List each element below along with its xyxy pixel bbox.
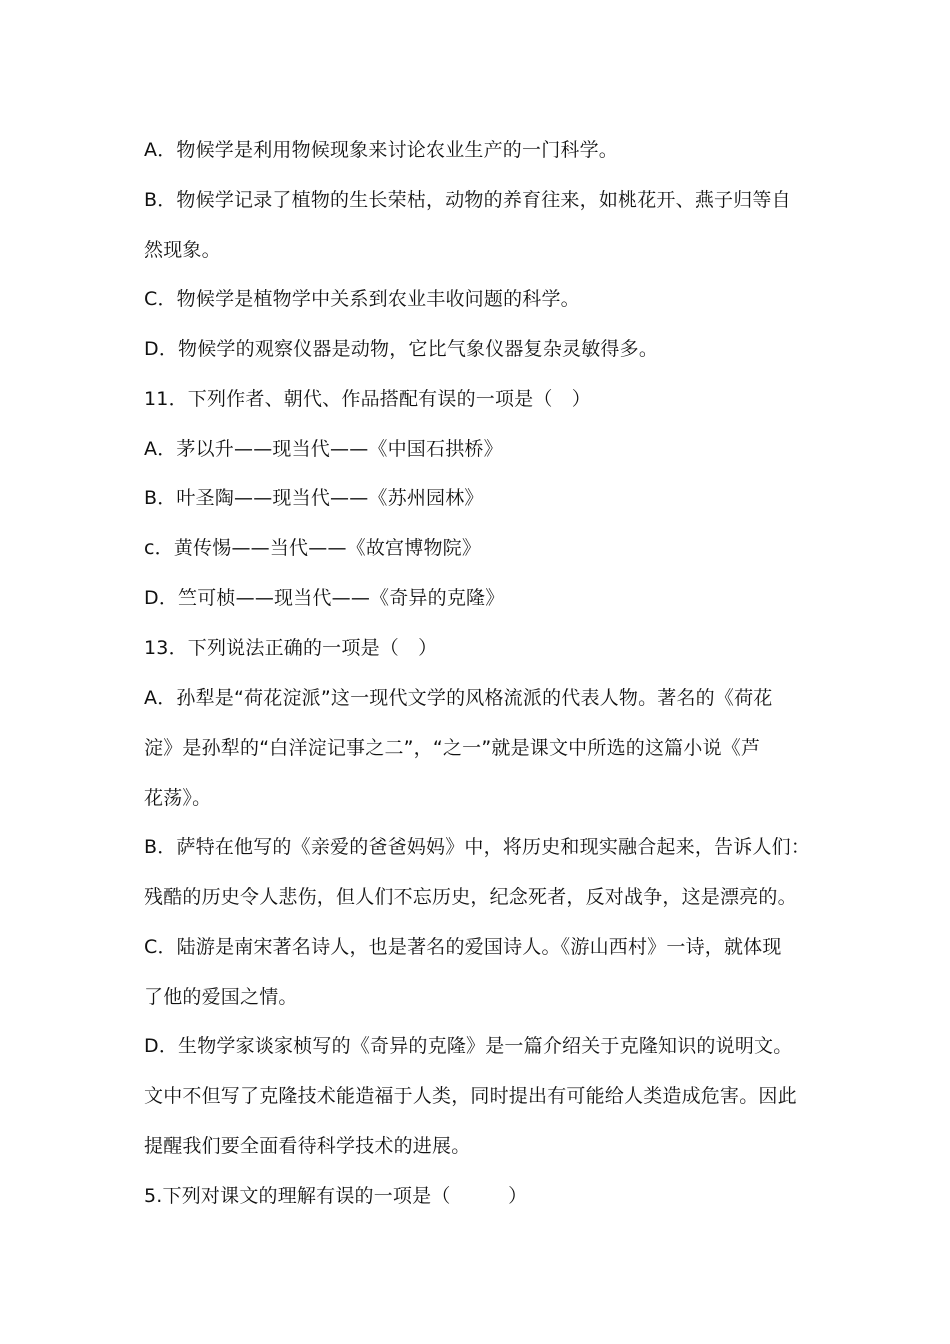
option-d-q13-line2: 文中不但写了克隆技术能造福于人类，同时提出有可能给人类造成危害。因此: [144, 1085, 797, 1107]
question-11: 11．下列作者、朝代、作品搭配有误的一项是（ ）: [144, 388, 591, 410]
option-d-q13-line1: D．生物学家谈家桢写的《奇异的克隆》是一篇介绍关于克隆知识的说明文。: [144, 1035, 793, 1057]
question-5: 5.下列对课文的理解有误的一项是（ ）: [144, 1185, 528, 1207]
option-a-q13-line2: 淀》是孙犁的“白洋淀记事之二”，“之一”就是课文中所选的这篇小说《芦: [144, 737, 761, 759]
option-b-q13-line2: 残酷的历史令人悲伤，但人们不忘历史，纪念死者，反对战争，这是漂亮的。: [144, 886, 797, 908]
option-c-q13-line1: C．陆游是南宋著名诗人，也是著名的爱国诗人。《游山西村》一诗，就体现: [144, 936, 782, 958]
option-b-q13-line1: B．萨特在他写的《亲爱的爸爸妈妈》中，将历史和现实融合起来，告诉人们：: [144, 836, 811, 858]
option-a-q13-line1: A．孙犁是“荷花淀派”这一现代文学的风格流派的代表人物。著名的《荷花: [144, 687, 773, 709]
option-d-q11: D．竺可桢——现当代——《奇异的克隆》: [144, 587, 505, 609]
option-a-q11: A．茅以升——现当代——《中国石拱桥》: [144, 438, 503, 460]
question-13: 13．下列说法正确的一项是（ ）: [144, 637, 438, 659]
option-b-q10-line1: B．物候学记录了植物的生长荣枯，动物的养育往来，如桃花开、燕子归等自: [144, 189, 791, 211]
option-c-q13-line2: 了他的爱国之情。: [144, 986, 298, 1008]
option-c-q10: C．物候学是植物学中关系到农业丰收问题的科学。: [144, 288, 580, 310]
option-b-q10-line2: 然现象。: [144, 239, 221, 261]
option-a-q10: A．物候学是利用物候现象来讨论农业生产的一门科学。: [144, 139, 618, 161]
option-a-q13-line3: 花荡》。: [144, 787, 212, 809]
option-d-q10: D．物候学的观察仪器是动物，它比气象仪器复杂灵敏得多。: [144, 338, 659, 360]
option-b-q11: B．叶圣陶——现当代——《苏州园林》: [144, 487, 484, 509]
option-d-q13-line3: 提醒我们要全面看待科学技术的进展。: [144, 1135, 471, 1157]
option-c-q11: c．黄传惕——当代——《故宫博物院》: [144, 537, 482, 559]
